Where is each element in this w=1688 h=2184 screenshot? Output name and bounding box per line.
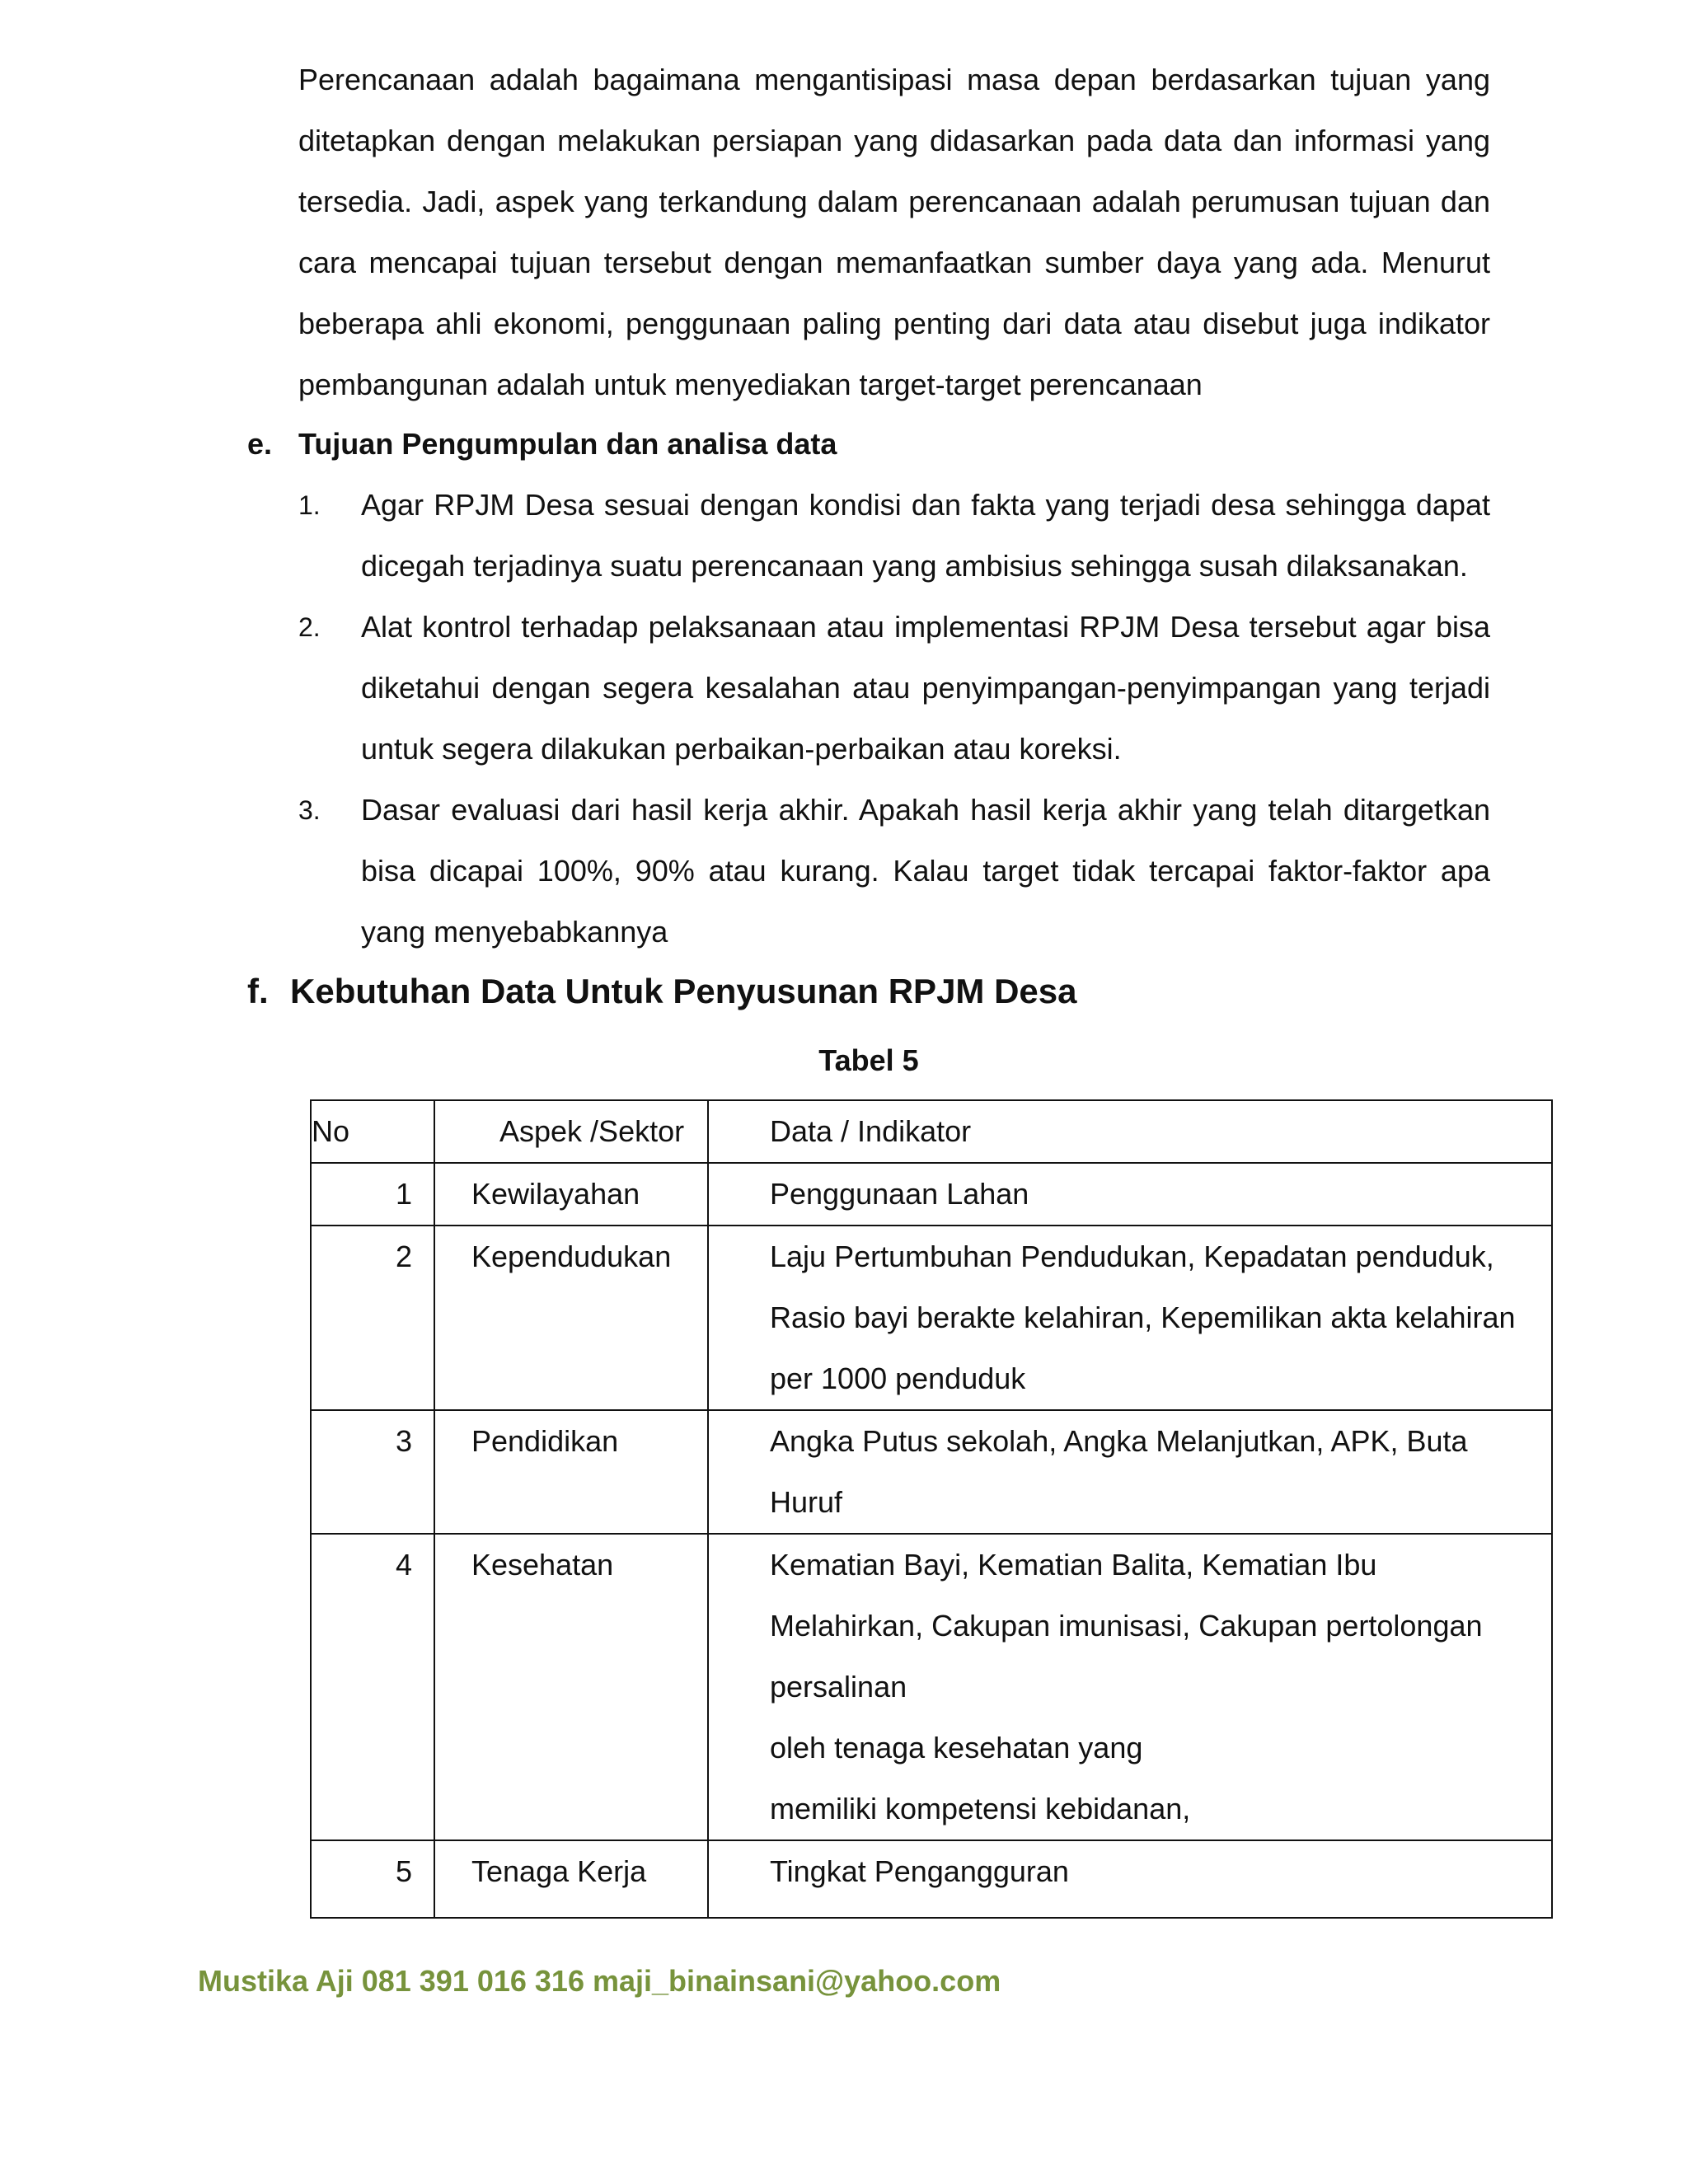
list-item [298, 475, 1490, 597]
footer-contact: Mustika Aji 081 391 016 316 maji_binainsani@yahoo.com [198, 1964, 1001, 1998]
cell-data [708, 1226, 1552, 1410]
cell-no: 1 [311, 1163, 434, 1226]
section-f-heading [247, 961, 1077, 1022]
cell-aspek: Kewilayahan [434, 1163, 708, 1226]
section-e-letter: e. [247, 427, 273, 461]
cell-data-line: Melahirkan, Cakupan imunisasi, Cakupan pertolongan [770, 1609, 1483, 1643]
list-item-text: Agar RPJM Desa sesuai dengan kondisi dan fakta yang terjadi desa sehingga dapat dicegah terjadinya suatu perencanaan yang ambisius sehingga susah dilaksanakan. [361, 488, 1490, 583]
cell-data [708, 1840, 1552, 1918]
section-f-title: Kebutuhan Data Untuk Penyusunan RPJM Desa [290, 972, 1077, 1010]
cell-data-line: Laju Pertumbuhan Pendudukan, Kepadatan penduduk, [770, 1240, 1494, 1273]
cell-data-line: memiliki kompetensi kebidanan, [770, 1792, 1191, 1825]
cell-no: 3 [311, 1410, 434, 1534]
cell-data-line: Huruf [770, 1485, 843, 1519]
table-row [311, 1163, 1552, 1226]
cell-data [708, 1534, 1552, 1840]
section-e-heading [247, 414, 837, 475]
cell-no: 5 [311, 1840, 434, 1918]
cell-data-line: Penggunaan Lahan [770, 1177, 1029, 1211]
cell-data-line: Rasio bayi berakte kelahiran, Kepemilikan akta kelahiran [770, 1301, 1516, 1334]
cell-data-line: oleh tenaga kesehatan yang [770, 1731, 1143, 1765]
cell-data [708, 1410, 1552, 1534]
list-item-number: 1. [298, 490, 321, 520]
cell-aspek: Kependudukan [434, 1226, 708, 1410]
list-item [298, 780, 1490, 963]
intro-paragraph: Perencanaan adalah bagaimana mengantisipasi masa depan berdasarkan tujuan yang ditetapkan dengan melakukan persiapan yang didasarkan pada data dan informasi yang tersedia. Jadi, aspek yang terkandung dalam perencanaan adalah perumusan tujuan dan cara mencapai tujuan tersebut dengan memanfaatkan sumber daya yang ada. Menurut beberapa ahli ekonomi, penggunaan paling penting dari data atau disebut juga indikator pembangunan adalah untuk menyediakan target-target perencanaan [298, 63, 1490, 401]
header-aspek: Aspek /Sektor [434, 1100, 708, 1163]
cell-data-line: Tingkat Pengangguran [770, 1854, 1069, 1888]
cell-data-line: persalinan [770, 1670, 907, 1704]
list-item-number: 3. [298, 795, 321, 825]
cell-aspek: Tenaga Kerja [434, 1840, 708, 1918]
table-row [311, 1410, 1552, 1534]
cell-data-line: Kematian Bayi, Kematian Balita, Kematian Ibu [770, 1548, 1377, 1582]
cell-data-line: per 1000 penduduk [770, 1361, 1026, 1395]
list-item-text: Dasar evaluasi dari hasil kerja akhir. Apakah hasil kerja akhir yang telah ditargetkan bisa dicapai 100%, 90% atau kurang. Kalau target tidak tercapai faktor-faktor apa yang menyebabkannya [361, 793, 1490, 949]
section-e-list [298, 475, 1490, 963]
cell-aspek: Kesehatan [434, 1534, 708, 1840]
cell-data-line: Angka Putus sekolah, Angka Melanjutkan, APK, Buta [770, 1424, 1468, 1458]
cell-no: 4 [311, 1534, 434, 1840]
table-header-row [311, 1100, 1552, 1163]
header-no: No [311, 1100, 434, 1163]
section-f-letter: f. [247, 972, 269, 1010]
table-row [311, 1226, 1552, 1410]
cell-aspek: Pendidikan [434, 1410, 708, 1534]
list-item [298, 597, 1490, 780]
table-row [311, 1534, 1552, 1840]
table-caption: Tabel 5 [818, 1043, 919, 1077]
cell-data [708, 1163, 1552, 1226]
list-item-text: Alat kontrol terhadap pelaksanaan atau implementasi RPJM Desa tersebut agar bisa diketahui dengan segera kesalahan atau penyimpangan-penyimpangan yang terjadi untuk segera dilakukan perbaikan-perbaikan atau koreksi. [361, 610, 1490, 766]
section-e-title: Tujuan Pengumpulan dan analisa data [298, 427, 837, 461]
data-table [310, 1099, 1553, 1919]
cell-no: 2 [311, 1226, 434, 1410]
list-item-number: 2. [298, 612, 321, 642]
header-data: Data / Indikator [708, 1100, 1552, 1163]
table-row [311, 1840, 1552, 1918]
